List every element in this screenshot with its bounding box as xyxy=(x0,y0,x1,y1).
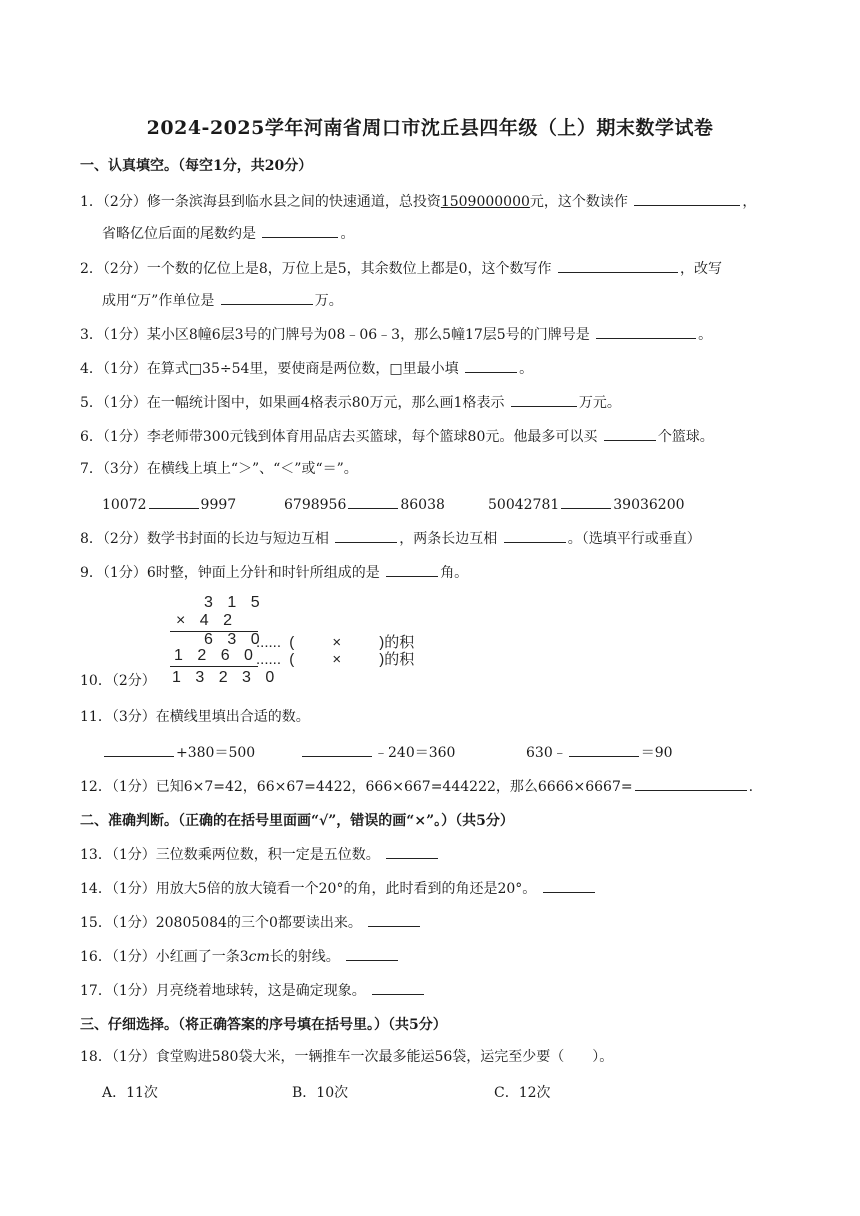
q10-multiplicand: 3 1 5 xyxy=(204,594,265,611)
q6-text-b: 个篮球。 xyxy=(657,429,714,445)
q14-text: 14．（1分）用放大5倍的放大镜看一个20°的角，此时看到的角还是20°。 xyxy=(80,881,537,897)
question-13 xyxy=(80,844,440,864)
q11-e1-text: +380＝500 xyxy=(176,745,256,761)
q4-text-b: 。 xyxy=(519,361,534,377)
question-12 xyxy=(80,776,753,796)
q2-blank-write[interactable] xyxy=(558,258,678,273)
q11-e2-text: ﹣240＝360 xyxy=(374,745,456,761)
q7-c3-left: 50042781 xyxy=(488,497,560,513)
question-11: 11．（3分）在横线里填出合适的数。 xyxy=(80,709,310,725)
q7-compare-3 xyxy=(488,494,685,513)
question-8 xyxy=(80,528,701,548)
question-5 xyxy=(80,392,621,412)
q11-e3-blank[interactable] xyxy=(569,742,639,757)
q11-e2-blank[interactable] xyxy=(302,742,372,757)
q10-suffix-1: 的积 xyxy=(384,634,415,651)
q10-multiplier: × 4 2 xyxy=(176,612,238,629)
q1-text-b: 元，这个数读作 xyxy=(529,194,628,210)
q9-text-a: 9．（1分）6时整，钟面上分针和时针所组成的是 xyxy=(80,565,380,581)
q18-option-b[interactable]: B．10次 xyxy=(292,1085,349,1101)
q18-option-a[interactable]: A．11次 xyxy=(102,1085,158,1101)
section-heading-fill-in: 一、认真填空。（每空1分，共20分） xyxy=(80,158,313,174)
question-1-line-2 xyxy=(102,223,354,243)
q12-text-a: 12．（1分）已知6×7=42，66×67=4422，666×667=444222，那么6666×6667= xyxy=(80,779,633,795)
q10-row2-note xyxy=(256,648,414,669)
q10-paren-close-2: ) xyxy=(379,651,385,668)
q1-text-a: 1．（2分）修一条滨海县到临水县之间的快速通道，总投资 xyxy=(80,194,441,210)
q4-text-a: 4．（1分）在算式□35÷54里，要使商是两位数，□里最小填 xyxy=(80,361,459,377)
q2-blank-wan[interactable] xyxy=(221,290,313,305)
q8-blank-1[interactable] xyxy=(335,528,397,543)
q14-blank[interactable] xyxy=(543,878,595,893)
q13-blank[interactable] xyxy=(386,844,438,859)
q8-text-c: 。（选填平行或垂直） xyxy=(567,531,701,547)
section-heading-judge: 二、准确判断。（正确的在括号里面画“√”，错误的画“×”。）（共5分） xyxy=(80,813,514,829)
question-3 xyxy=(80,324,712,344)
q11-e1-blank[interactable] xyxy=(104,742,174,757)
q10-times-2: × xyxy=(332,651,342,668)
q10-line-2 xyxy=(170,666,258,667)
question-6 xyxy=(80,426,714,446)
q1-text-e: 。 xyxy=(340,226,355,242)
q10-paren-open-2: ( xyxy=(289,651,295,668)
q2-text-a: 2．（2分）一个数的亿位上是8，万位上是5，其余数位上都是0，这个数写作 xyxy=(80,261,552,277)
q5-blank[interactable] xyxy=(511,392,577,407)
q11-eq-2 xyxy=(300,742,455,762)
question-14 xyxy=(80,878,597,898)
q1-blank-read[interactable] xyxy=(634,191,740,206)
q16-unit: cm xyxy=(248,949,270,965)
q10-partial-2: 1 2 6 0 xyxy=(174,647,258,664)
q2-text-c: 成用“万”作单位是 xyxy=(102,293,215,309)
section-heading-choose: 三、仔细选择。（将正确答案的序号填在括号里。）（共5分） xyxy=(80,1017,447,1033)
q1-text-c: ， xyxy=(742,194,757,210)
q11-e3-left: 630﹣ xyxy=(526,745,567,761)
q7-compare-1 xyxy=(102,494,236,513)
q7-c3-right: 39036200 xyxy=(613,497,685,513)
q6-text-a: 6．（1分）李老师带300元钱到体育用品店去买篮球，每个篮球80元。他最多可以买 xyxy=(80,429,598,445)
q10-paren-open-1: ( xyxy=(289,634,295,651)
q8-text-a: 8．（2分）数学书封面的长边与短边互相 xyxy=(80,531,329,547)
q5-text-b: 万元。 xyxy=(578,395,621,411)
q11-e3-right: ＝90 xyxy=(640,745,673,761)
q3-text-a: 3．（1分）某小区8幢6层3号的门牌号为08﹣06﹣3，那么5幢17层5号的门牌号是 xyxy=(80,327,590,343)
question-1-line-1 xyxy=(80,191,756,211)
q6-blank[interactable] xyxy=(604,426,656,441)
q4-blank[interactable] xyxy=(465,358,517,373)
q12-text-b: . xyxy=(748,779,754,795)
q10-suffix-2: 的积 xyxy=(384,651,415,668)
q9-blank[interactable] xyxy=(386,562,438,577)
q13-text: 13．（1分）三位数乘两位数，积一定是五位数。 xyxy=(80,847,380,863)
q18-option-c[interactable]: C．12次 xyxy=(494,1085,551,1101)
q3-text-b: 。 xyxy=(698,327,713,343)
q2-text-d: 万。 xyxy=(314,293,343,309)
q3-blank[interactable] xyxy=(596,324,696,339)
q16-text-b: 长的射线。 xyxy=(269,949,340,965)
q10-dots-2: ...... xyxy=(256,651,282,668)
q9-text-b: 角。 xyxy=(440,565,469,581)
q16-blank[interactable] xyxy=(346,946,398,961)
page-title: 2024-2025学年河南省周口市沈丘县四年级（上）期末数学试卷 xyxy=(146,117,714,139)
question-2-line-1 xyxy=(80,258,722,278)
q1-text-d: 省略亿位后面的尾数约是 xyxy=(102,226,256,242)
q7-c3-blank[interactable] xyxy=(561,494,611,509)
q11-eq-1 xyxy=(102,742,255,762)
q5-text-a: 5．（1分）在一幅统计图中，如果画4格表示80万元，那么画1格表示 xyxy=(80,395,505,411)
question-7: 7．（3分）在横线上填上“＞”、“＜”或“＝”。 xyxy=(80,461,358,477)
q8-blank-2[interactable] xyxy=(504,528,566,543)
question-4 xyxy=(80,358,533,378)
q2-text-b: ，改写 xyxy=(680,261,722,277)
question-15 xyxy=(80,912,422,932)
question-10-label: 10．（2分） xyxy=(80,673,156,689)
question-18: 18．（1分）食堂购进580袋大米，一辆推车一次最多能运56袋，运完至少要（ ）。 xyxy=(80,1049,614,1065)
q7-c2-right: 86038 xyxy=(400,497,445,513)
q10-dots-1: ...... xyxy=(256,634,282,651)
q10-paren-close-1: ) xyxy=(379,634,385,651)
question-2-line-2 xyxy=(102,290,343,310)
q17-blank[interactable] xyxy=(372,980,424,995)
question-9 xyxy=(80,562,468,582)
q8-text-b: ，两条长边互相 xyxy=(399,531,498,547)
q7-compare-2 xyxy=(284,494,445,513)
q15-blank[interactable] xyxy=(368,912,420,927)
q1-blank-approx[interactable] xyxy=(262,223,338,238)
q7-c2-blank[interactable] xyxy=(348,494,398,509)
question-16 xyxy=(80,946,400,966)
q12-blank[interactable] xyxy=(635,776,747,791)
q7-c2-left: 6798956 xyxy=(284,497,347,513)
q7-c1-left: 10072 xyxy=(102,497,147,513)
question-17 xyxy=(80,980,426,1000)
q7-c1-blank[interactable] xyxy=(149,494,199,509)
q17-text: 17．（1分）月亮绕着地球转，这是确定现象。 xyxy=(80,983,366,999)
q7-c1-right: 9997 xyxy=(200,497,237,513)
q16-text-a: 16．（1分）小红画了一条3 xyxy=(80,949,249,965)
q10-product: 1 3 2 3 0 xyxy=(172,669,280,686)
q10-partial-1: 6 3 0 xyxy=(204,631,265,648)
q1-number: 1509000000 xyxy=(440,194,530,210)
q11-eq-3 xyxy=(526,742,673,762)
q10-times-1: × xyxy=(332,634,342,651)
q15-text: 15．（1分）20805084的三个0都要读出来。 xyxy=(80,915,362,931)
